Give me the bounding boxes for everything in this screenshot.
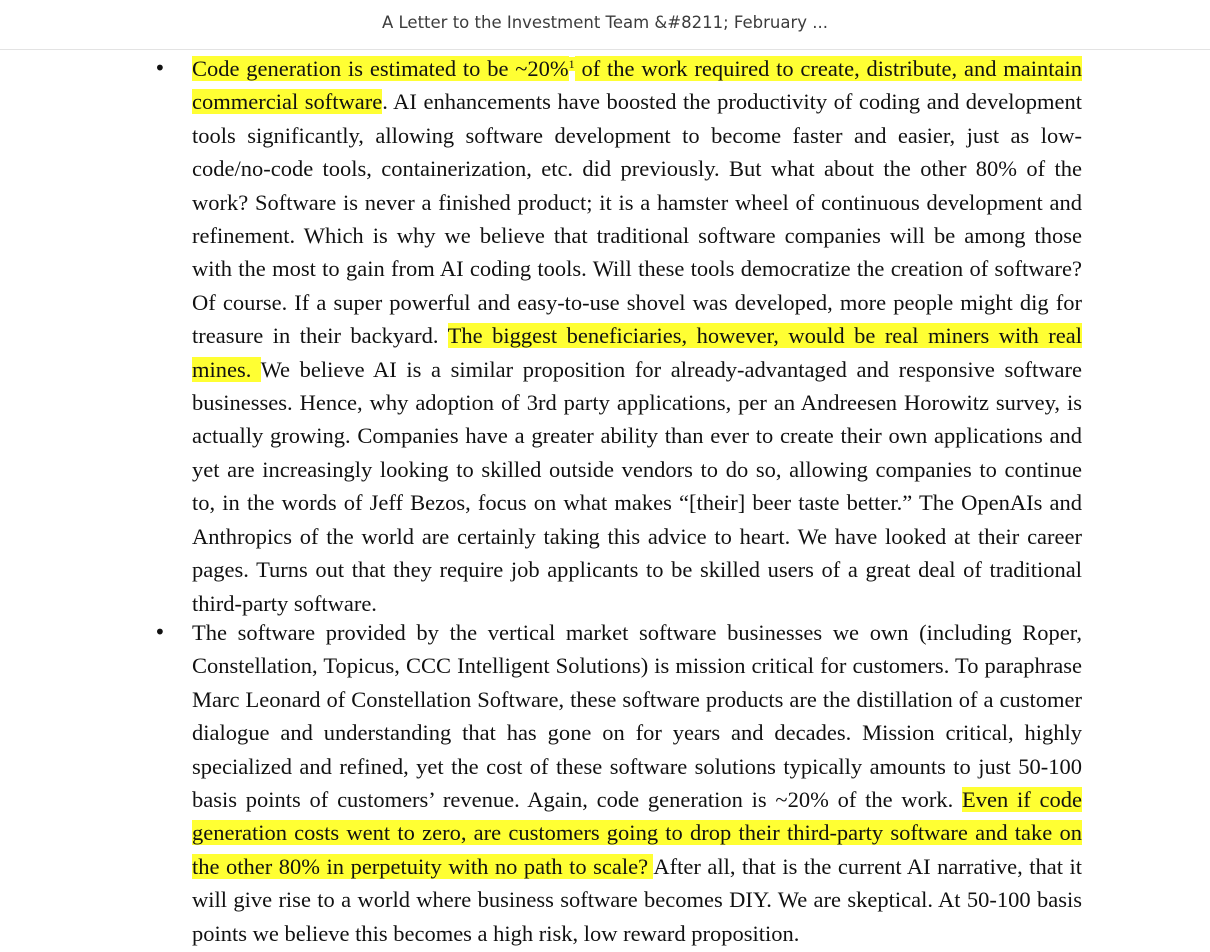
highlighted-text: The biggest beneficiaries, however, would be real miners with real mines. (192, 323, 1082, 382)
highlighted-text: Code generation is estimated to be ~20% (192, 56, 569, 81)
highlighted-text: Even if code generation costs went to zero, are customers going to drop their third-party software and take on the other 80% in perpetuity with no path to scale? (192, 787, 1082, 879)
footnote-marker[interactable]: 1 (568, 56, 575, 71)
document-title: A Letter to the Investment Team &#8211; February ... (382, 13, 828, 32)
document-page (0, 50, 1210, 952)
body-text: The software provided by the vertical market software businesses we own (including Roper, Constellation, Topicus, CCC Intelligent Solutions) is mission critical for customers. To paraphrase Marc Leonard of Constellation Software, these software products are the distillation of a customer dialogue and understanding that has gone on for years and decades. Mission critical, highly specialized and refined, yet the cost of these software solutions typically amounts to just 50-100 basis points of customers’ revenue. Again, code generation is ~20% of the work. (192, 620, 1082, 813)
body-text: After all, that is the current AI narrative, that it will give rise to a world where business software becomes DIY. We are skeptical. At 50-100 basis points we believe this becomes a high risk, low reward proposition. (192, 853, 1082, 946)
bullet-paragraph-2 (154, 616, 1082, 950)
highlighted-text: of the work required to create, distribute, and maintain commercial software (192, 56, 1082, 115)
body-text: . AI enhancements have boosted the productivity of coding and development tools significantly, allowing software development to become faster and easier, just as low-code/no-code tools, containerization, etc. did previously. But what about the other 80% of the work? Software is never a finished product; it is a hamster wheel of continuous development and refinement. Which is why we believe that traditional software companies will be among those with the most to gain from AI coding tools. Will these tools democratize the creation of software? Of course. If a super powerful and easy-to-use shovel was developed, more people might dig for treasure in their backyard. (192, 89, 1082, 349)
bullet-paragraph-1 (154, 52, 1082, 620)
document-title-bar (0, 0, 1210, 50)
bullet-icon: • (154, 56, 166, 80)
bullet-icon: • (154, 620, 166, 644)
body-text: We believe AI is a similar proposition for already-advantaged and responsive software businesses. Hence, why adoption of 3rd party applications, per an Andreesen Horowitz survey, is actually growing. Companies have a greater ability than ever to create their own applications and yet are increasingly looking to skilled outside vendors to do so, allowing companies to continue to, in the words of Jeff Bezos, focus on what makes “[their] beer taste better.” The OpenAIs and Anthropics of the world are certainly taking this advice to heart. We have looked at their career pages. Turns out that they require job applicants to be skilled users of a great deal of traditional third-party software. (192, 356, 1082, 616)
